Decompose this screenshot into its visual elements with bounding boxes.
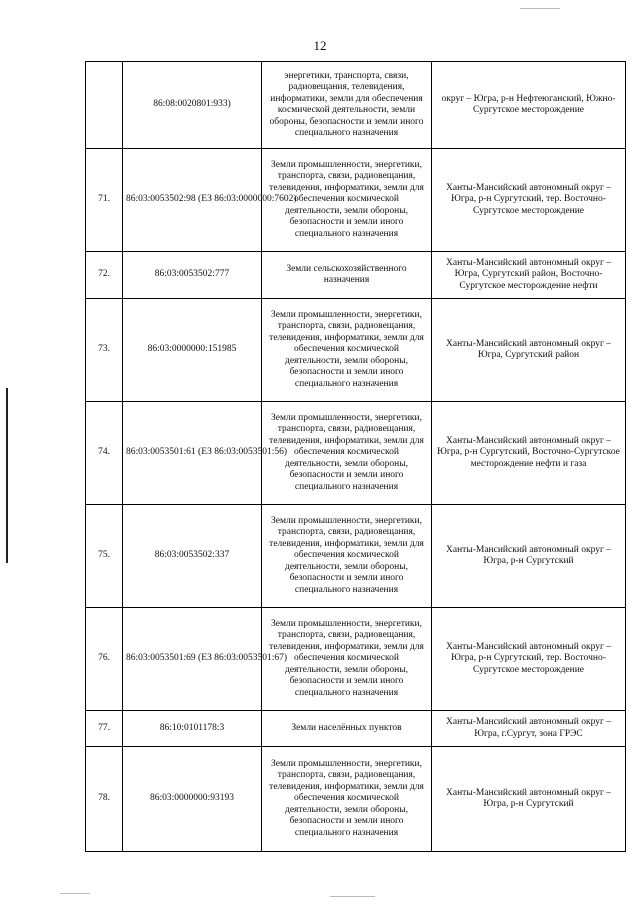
- scan-noise: [520, 8, 560, 9]
- table-row: [86, 711, 626, 747]
- row-number: 78.: [86, 747, 123, 852]
- row-number: 72.: [86, 252, 123, 299]
- land-category: Земли промышленности, энергетики, транспорта, связи, радиовещания, телевидения, информатики, земли для обеспечения космической деятельности, земли обороны, безопасности и земли иного специального назначения: [262, 299, 432, 402]
- scan-noise: [60, 893, 90, 894]
- row-number: 74.: [86, 402, 123, 505]
- scan-margin-mark: [6, 388, 8, 563]
- location: Ханты-Мансийский автономный округ – Югра, Сургутский район, Восточно-Сургутское месторождение нефти: [432, 252, 626, 299]
- cadastral-number: 86:08:0020801:933): [123, 62, 262, 149]
- table-row: [86, 299, 626, 402]
- location: Ханты-Мансийский автономный округ – Югра, Сургутский район: [432, 299, 626, 402]
- table-row: [86, 608, 626, 711]
- location: Ханты-Мансийский автономный округ – Югра, г.Сургут, зона ГРЭС: [432, 711, 626, 747]
- table-row: [86, 149, 626, 252]
- table-row: [86, 747, 626, 852]
- cadastral-number: 86:03:0053502:337: [123, 505, 262, 608]
- location: Ханты-Мансийский автономный округ – Югра, р-н Сургутский, Восточно-Сургутское месторождение нефти и газа: [432, 402, 626, 505]
- cadastral-number: 86:03:0000000:93193: [123, 747, 262, 852]
- location: Ханты-Мансийский автономный округ – Югра, р-н Сургутский: [432, 505, 626, 608]
- land-category: Земли населённых пунктов: [262, 711, 432, 747]
- location: округ – Югра, р-н Нефтеюганский, Южно-Сургутское месторождение: [432, 62, 626, 149]
- land-category: Земли промышленности, энергетики, транспорта, связи, радиовещания, телевидения, информатики, земли для обеспечения космической деятельности, земли обороны, безопасности и земли иного специального назначения: [262, 402, 432, 505]
- scan-noise: [330, 896, 375, 897]
- cadastral-number: 86:03:0053502:98 (ЕЗ 86:03:0000000:7602): [123, 149, 262, 252]
- row-number: [86, 62, 123, 149]
- table-row: [86, 505, 626, 608]
- table-row: [86, 252, 626, 299]
- table-row: [86, 402, 626, 505]
- land-category: Земли промышленности, энергетики, транспорта, связи, радиовещания, телевидения, информатики, земли для обеспечения космической деятельности, земли обороны, безопасности и земли иного специального назначения: [262, 747, 432, 852]
- land-plots-table: [85, 61, 626, 852]
- location: Ханты-Мансийский автономный округ – Югра, р-н Сургутский, тер. Восточно-Сургутское месторождение: [432, 608, 626, 711]
- row-number: 73.: [86, 299, 123, 402]
- cadastral-number: 86:03:0053501:61 (ЕЗ 86:03:0053501:56): [123, 402, 262, 505]
- land-category: Земли сельскохозяйственного назначения: [262, 252, 432, 299]
- cadastral-number: 86:03:0053502:777: [123, 252, 262, 299]
- land-plots-table-body: [86, 62, 626, 852]
- location: Ханты-Мансийский автономный округ – Югра, р-н Сургутский, тер. Восточно-Сургутское месторождение: [432, 149, 626, 252]
- cadastral-number: 86:03:0053501:69 (ЕЗ 86:03:0053501:67): [123, 608, 262, 711]
- cadastral-number: 86:10:0101178:3: [123, 711, 262, 747]
- cadastral-number: 86:03:0000000:151985: [123, 299, 262, 402]
- table-row: [86, 62, 626, 149]
- row-number: 76.: [86, 608, 123, 711]
- page-number: 12: [313, 38, 327, 53]
- row-number: 75.: [86, 505, 123, 608]
- row-number: 71.: [86, 149, 123, 252]
- land-category: энергетики, транспорта, связи, радиовещания, телевидения, информатики, земли для обеспечения космической деятельности, земли обороны, безопасности и земли иного специального назначения: [262, 62, 432, 149]
- land-category: Земли промышленности, энергетики, транспорта, связи, радиовещания, телевидения, информатики, земли для обеспечения космической деятельности, земли обороны, безопасности и земли иного специального назначения: [262, 505, 432, 608]
- location: Ханты-Мансийский автономный округ – Югра, р-н Сургутский: [432, 747, 626, 852]
- land-category: Земли промышленности, энергетики, транспорта, связи, радиовещания, телевидения, информатики, земли для обеспечения космической деятельности, земли обороны, безопасности и земли иного специального назначения: [262, 149, 432, 252]
- row-number: 77.: [86, 711, 123, 747]
- land-category: Земли промышленности, энергетики, транспорта, связи, радиовещания, телевидения, информатики, земли для обеспечения космической деятельности, земли обороны, безопасности и земли иного специального назначения: [262, 608, 432, 711]
